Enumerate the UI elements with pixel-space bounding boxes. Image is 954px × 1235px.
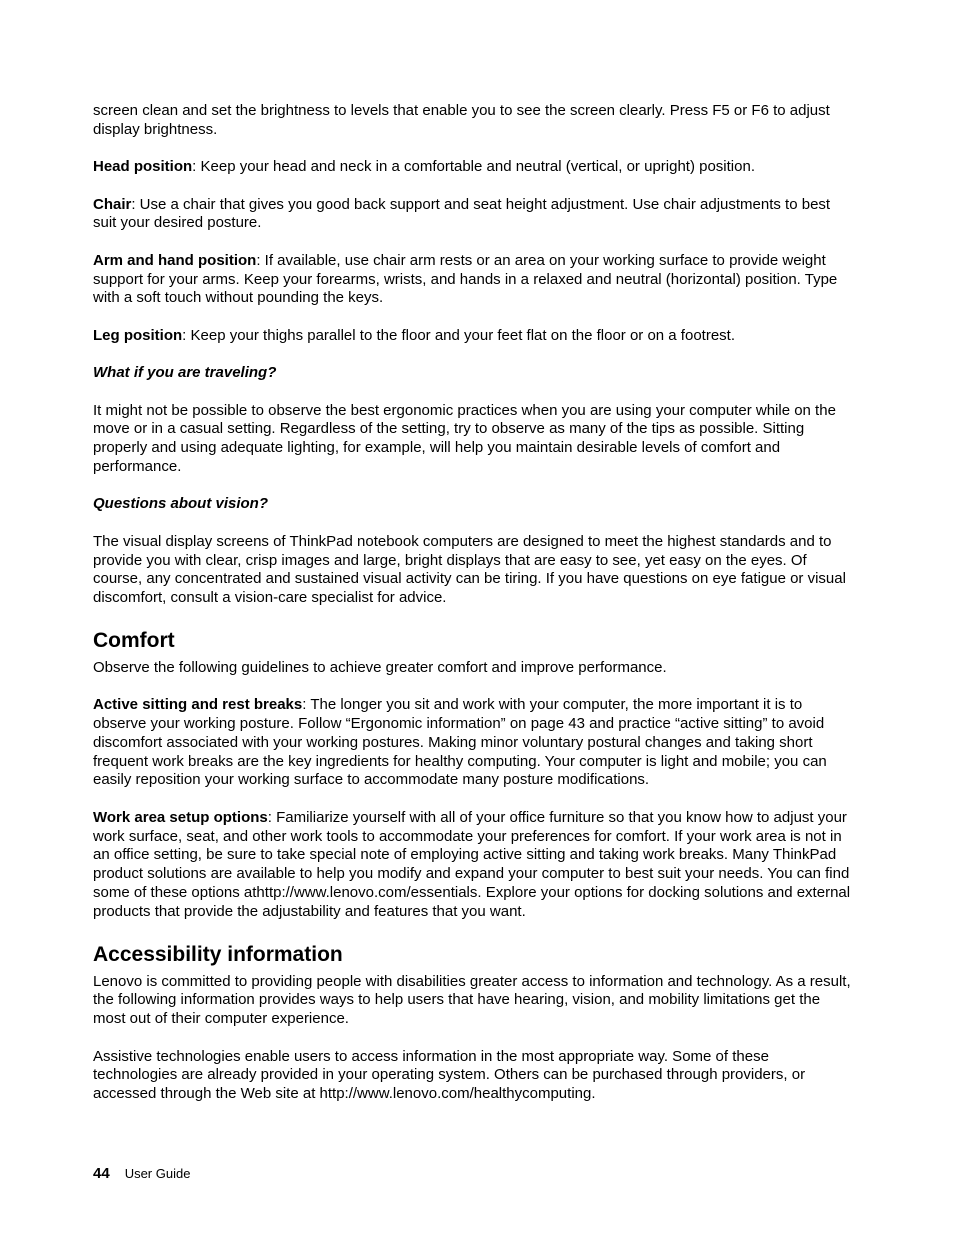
work-area-text: : Familiarize yourself with all of your office furniture so that you know how to adjust your work surface, seat, and other work tools to accommodate your preferences for comfort. If your work area is not in an office setting, be sure to take special note of employing active sitting and taking work breaks. Many ThinkPad product solutions are available to help you modify and expand your computer to best suit your needs. You can find some of these options athttp://www.lenovo.com/essentials. Explore your options for docking solutions and external products that provide the adjustability and features that you want. bbox=[93, 808, 851, 920]
paragraph-brightness: screen clean and set the brightness to levels that enable you to see the screen clearly. Press F5 or F6 to adjust display brightness. bbox=[93, 102, 830, 138]
accessibility-heading: Accessibility information bbox=[93, 942, 343, 966]
travel-heading: What if you are traveling? bbox=[93, 364, 277, 382]
paragraph-vision: The visual display screens of ThinkPad notebook computers are designed to meet the highest standards and to provide you with clear, crisp images and large, bright displays that are easy to see, yet easy on the eyes. Of course, any concentrated and sustained visual activity can be tiring. If you have questions on eye fatigue or visual discomfort, consult a vision-care specialist for advice. bbox=[93, 532, 846, 607]
chair-text: : Use a chair that gives you good back support and seat height adjustment. Use chair adjustments to best suit your desired posture. bbox=[93, 195, 831, 232]
head-position-text: : Keep your head and neck in a comfortable and neutral (vertical, or upright) position. bbox=[192, 158, 755, 176]
page-number: 44 bbox=[93, 1165, 110, 1182]
arm-hand-text: : If available, use chair arm rests or an area on your working surface to provide weight support for your arms. Keep your forearms, wrists, and hands in a relaxed and neutral (horizontal) position. Type with a soft touch without pounding the keys. bbox=[93, 251, 838, 307]
paragraph-arm-hand bbox=[93, 252, 853, 308]
paragraph-leg-position bbox=[93, 327, 853, 346]
leg-position-label: Leg position bbox=[93, 326, 183, 344]
active-sitting-text: : The longer you sit and work with your computer, the more important it is to observe your working posture. Follow “Ergonomic information” on page 43 and practice “active sitting” to avoid discomfort associated with your working postures. Making minor voluntary postural changes and taking short frequent work breaks are the key ingredients for healthy computing. Your computer is light and mobile; you can easily reposition your working surface to accommodate many posture modifications. bbox=[93, 696, 827, 789]
leg-position-text: : Keep your thighs parallel to the floor and your feet flat on the floor or on a footrest. bbox=[182, 326, 736, 344]
vision-heading: Questions about vision? bbox=[93, 495, 269, 513]
paragraph-head-position bbox=[93, 158, 853, 177]
paragraph-work-area bbox=[93, 809, 853, 922]
paragraph-active-sitting bbox=[93, 696, 853, 790]
paragraph-chair bbox=[93, 196, 853, 234]
footer-title: User Guide bbox=[124, 1166, 191, 1181]
comfort-heading: Comfort bbox=[93, 628, 175, 652]
page-footer bbox=[93, 1165, 190, 1182]
active-sitting-label: Active sitting and rest breaks bbox=[93, 696, 303, 714]
arm-hand-label: Arm and hand position bbox=[93, 251, 257, 269]
chair-label: Chair bbox=[93, 195, 132, 213]
head-position-label: Head position bbox=[93, 158, 193, 176]
paragraph-comfort-intro: Observe the following guidelines to achieve greater comfort and improve performance. bbox=[93, 658, 667, 676]
paragraph-accessibility-2: Assistive technologies enable users to access information in the most appropriate way. Some of these technologies are already provided in your operating system. Others can be purchased through providers, or accessed through the Web site at http://www.lenovo.com/healthycomputing. bbox=[93, 1047, 806, 1103]
page-body bbox=[93, 102, 853, 1104]
paragraph-accessibility-1: Lenovo is committed to providing people with disabilities greater access to information and technology. As a result, the following information provides ways to help users that have hearing, vision, and mobility limitations get the most out of their computer experience. bbox=[93, 972, 851, 1028]
paragraph-travel: It might not be possible to observe the best ergonomic practices when you are using your computer while on the move or in a casual setting. Regardless of the setting, try to observe as many of the tips as possible. Sitting properly and using adequate lighting, for example, will help you maintain desirable levels of comfort and performance. bbox=[93, 401, 836, 475]
work-area-label: Work area setup options bbox=[93, 808, 268, 826]
